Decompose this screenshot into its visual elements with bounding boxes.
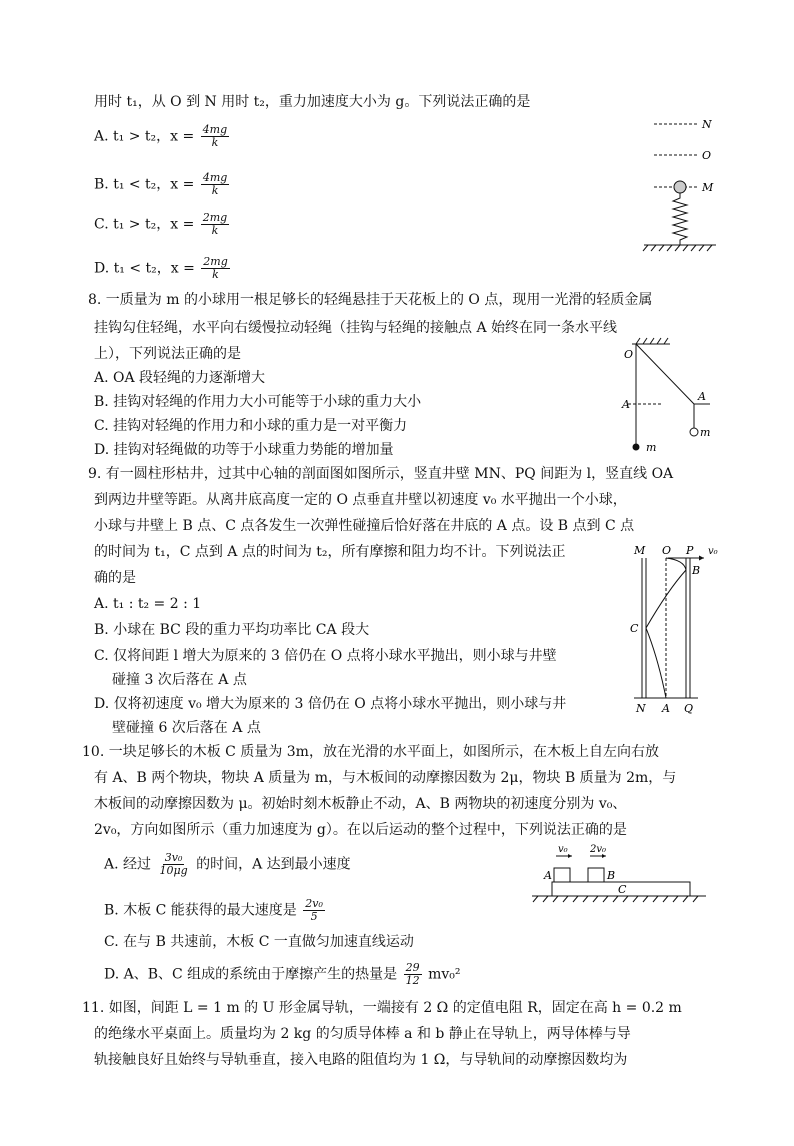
q9-line-5: 确的是 [94, 570, 136, 586]
q8-line-3: 上），下列说法正确的是 [94, 346, 241, 362]
q10-option-a-post: 的时间，A 达到最小速度 [196, 856, 351, 873]
q10-option-b-pre: B. 木板 C 能获得的最大速度是 [104, 902, 297, 919]
q8-label-a-right: A [698, 390, 706, 403]
q7-label-o: O [702, 149, 712, 162]
q8-label-o: O [624, 348, 634, 361]
q8-rope-oa [636, 344, 694, 404]
q8-ball-right [690, 428, 698, 436]
q9-label-v0: v₀ [708, 546, 718, 557]
q10-option-d [104, 962, 461, 987]
q8-line-2: 挂钩勾住轻绳，水平向右缓慢拉动轻绳（挂钩与轻绳的接触点 A 始终在同一条水平线 [94, 320, 618, 336]
q9-label-m: M [634, 544, 646, 557]
q7-option-a [94, 124, 231, 149]
q10-option-c: C. 在与 B 共速前，木板 C 一直做匀加速直线运动 [104, 934, 414, 950]
q10-label-b: B [607, 869, 616, 882]
q8-line-1: 8. 一质量为 m 的小球用一根足够长的轻绳悬挂于天花板上的 O 点，现用一光滑的轻质金属 [88, 292, 653, 308]
q9-label-q: Q [684, 702, 694, 715]
q10-line-4: 2v₀，方向如图所示（重力加速度为 g）。在以后运动的整个过程中，下列说法正确的是 [94, 822, 627, 838]
q9-velocity-arrow [699, 556, 704, 561]
q9-line-4: 的时间为 t₁，C 点到 A 点的时间为 t₂，所有摩擦和阻力均不计。下列说法正 [94, 544, 566, 560]
q10-line-3: 木板间的动摩擦因数为 μ。初始时刻木板静止不动，A、B 两物块的初速度分别为 v₀、 [94, 796, 627, 812]
q8-ceiling-hatch [636, 338, 668, 344]
q9-path-ca [646, 628, 666, 698]
q9-option-a: A. t₁ : t₂ = 2 : 1 [94, 596, 202, 612]
q9-label-p: P [686, 544, 694, 557]
q9-line-1: 9. 有一圆柱形枯井，过其中心轴的剖面图如图所示，竖直井壁 MN、PQ 间距为 l，竖直线 OA [88, 466, 674, 482]
q10-label-c: C [618, 883, 627, 896]
q7-label-n: N [702, 118, 712, 131]
q7-option-c [94, 212, 231, 237]
q10-option-a-pre: A. 经过 [104, 856, 152, 873]
q10-option-d-fraction: $\frac{29}{12}$ [405, 961, 420, 987]
q11-line-1: 11. 如图，间距 L = 1 m 的 U 形金属导轨，一端接有 2 Ω 的定值电阻 R，固定在高 h = 0.2 m [82, 1000, 682, 1016]
q9-option-b: B. 小球在 BC 段的重力平均功率比 CA 段大 [94, 622, 370, 638]
q7-spring-figure [636, 112, 726, 257]
q7-spring [673, 193, 687, 245]
q11-line-2: 的绝缘水平桌面上。质量均为 2 kg 的匀质导体棒 a 和 b 静止在导轨上，两导体棒与导 [94, 1026, 631, 1042]
q9-option-d: D. 仅将初速度 v₀ 增大为原来的 3 倍仍在 O 点将小球水平抛出，则小球与井 [94, 696, 567, 712]
q10-option-a [104, 852, 351, 877]
q7-option-b-fraction: $\frac{4mg}{k}$ [202, 171, 228, 197]
q9-label-c: C [630, 622, 639, 635]
q8-option-d: D. 挂钩对轻绳做的功等于小球重力势能的增加量 [94, 442, 394, 458]
q10-blocks-figure [530, 840, 710, 910]
q8-label-m-left: m [646, 441, 657, 454]
q9-label-n: N [636, 702, 646, 715]
q7-option-c-fraction: $\frac{2mg}{k}$ [202, 211, 228, 237]
q9-label-o: O [662, 544, 672, 557]
q8-ball-left [633, 444, 640, 451]
q10-block-b [588, 868, 604, 882]
q10-line-1: 10. 一块足够长的木板 C 质量为 3m，放在光滑的水平面上，如图所示，在木板上自左向右放 [82, 744, 659, 760]
q9-line-3: 小球与井壁上 B 点、C 点各发生一次弹性碰撞后恰好落在井底的 A 点。设 B 点到 C 点 [94, 518, 635, 534]
q7-option-a-label: A. t₁ > t₂，x = [94, 128, 195, 145]
q11-line-3: 轨接触良好且始终与导轨垂直，接入电路的阻值均为 1 Ω，与导轨间的动摩擦因数均为 [94, 1052, 628, 1068]
q7-option-d [94, 256, 232, 281]
q10-label-v0: v₀ [558, 844, 568, 855]
q10-block-a [554, 868, 570, 882]
q9-path-ob [666, 558, 686, 570]
q8-option-c: C. 挂钩对轻绳的作用力和小球的重力是一对平衡力 [94, 418, 408, 434]
q10-option-d-post: mv₀² [428, 966, 461, 983]
q9-well-figure [628, 540, 728, 715]
q7-option-a-fraction: $\frac{4mg}{k}$ [202, 123, 228, 149]
q10-label-a: A [544, 869, 552, 882]
q9-label-b: B [692, 564, 701, 577]
q10-label-2v0: 2v₀ [590, 844, 607, 855]
q10-ground-hatch [533, 896, 698, 902]
q8-label-a-left: A [622, 398, 630, 411]
q10-option-b-fraction: $\frac{\text{2v₀}}{5}$ [305, 897, 323, 923]
q9-option-c: C. 仅将间距 l 增大为原来的 3 倍仍在 O 点将小球水平抛出，则小球与井壁 [94, 648, 557, 664]
q10-option-d-pre: D. A、B、C 组成的系统由于摩擦产生的热量是 [104, 966, 398, 983]
q10-line-2: 有 A、B 两个物块，物块 A 质量为 m，与木板间的动摩擦因数为 2μ，物块 B 质量为 2m，与 [94, 770, 677, 786]
q10-option-b [104, 898, 327, 923]
q7-option-c-label: C. t₁ > t₂，x = [94, 216, 195, 233]
q8-pendulum-figure [612, 336, 732, 461]
q7-stem: 用时 t₁，从 O 到 N 用时 t₂，重力加速度大小为 g。下列说法正确的是 [94, 94, 531, 110]
q7-option-d-label: D. t₁ < t₂，x = [94, 260, 195, 277]
q9-label-a: A [662, 702, 670, 715]
q9-option-d-cont: 壁碰撞 6 次后落在 A 点 [112, 720, 261, 736]
q7-option-b-label: B. t₁ < t₂，x = [94, 176, 195, 193]
q9-option-c-cont: 碰撞 3 次后落在 A 点 [112, 672, 247, 688]
q8-option-a: A. OA 段轻绳的力逐渐增大 [94, 370, 266, 386]
q7-ground-hatch [643, 245, 712, 251]
q7-option-b [94, 172, 231, 197]
q8-label-m-right: m [700, 426, 711, 439]
q7-option-d-fraction: $\frac{2mg}{k}$ [203, 255, 228, 281]
q9-line-2: 到两边井壁等距。从离井底高度一定的 O 点垂直井壁以初速度 v₀ 水平抛出一个小球， [94, 492, 627, 508]
q8-option-b: B. 挂钩对轻绳的作用力大小可能等于小球的重力大小 [94, 394, 422, 410]
q10-option-a-fraction: $\frac{\text{3v₀}}{10\mu g}$ [159, 851, 188, 877]
q7-ball [674, 181, 686, 193]
q7-label-m: M [702, 181, 714, 194]
